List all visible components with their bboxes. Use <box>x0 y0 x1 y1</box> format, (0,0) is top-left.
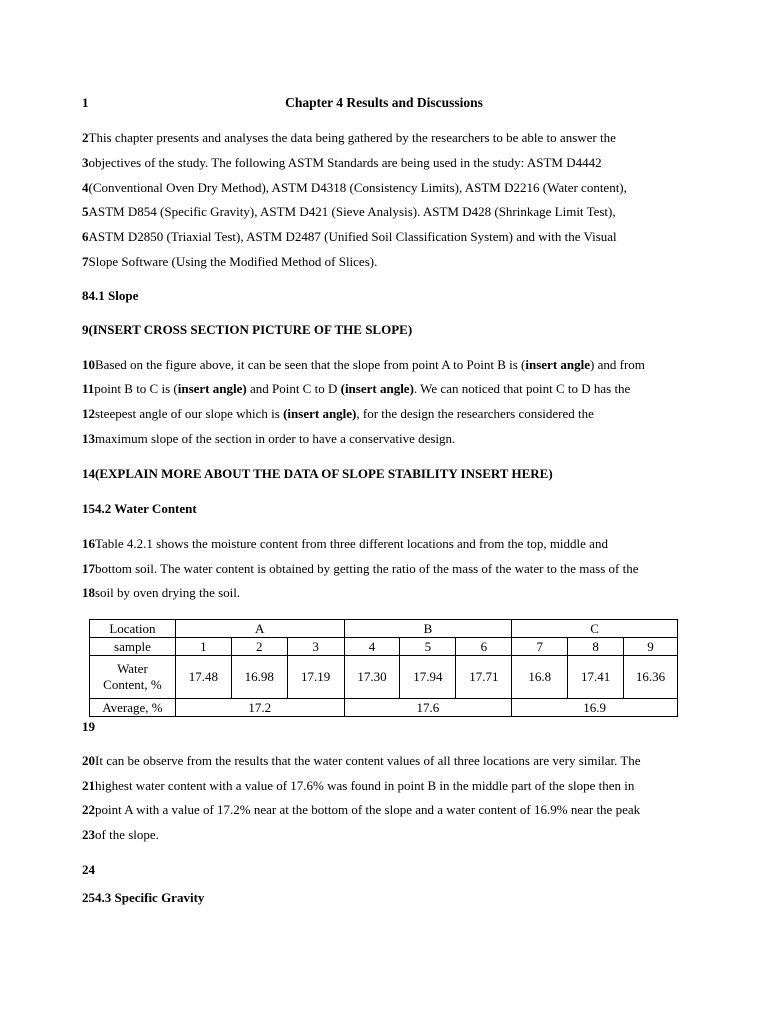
line-text: This chapter presents and analyses the data being gathered by the researchers to be able to answer the <box>88 130 616 145</box>
table-cell: 9 <box>624 638 678 656</box>
line-number: 10 <box>82 357 95 372</box>
line-number: 1 <box>82 95 89 110</box>
line-text: . We can noticed that point C to D has the <box>413 381 631 396</box>
table-row-average <box>90 699 678 717</box>
line-number: 17 <box>82 561 95 576</box>
table-cell: 16.9 <box>512 699 678 717</box>
table-header-cell: sample <box>90 638 176 656</box>
line-4 <box>82 180 682 196</box>
line-23 <box>82 827 682 843</box>
line-number: 8 <box>82 288 89 303</box>
table-row-water-content <box>90 656 678 699</box>
line-text: , for the design the researchers considered the <box>356 406 594 421</box>
line-text: objectives of the study. The following ASTM Standards are being used in the study: ASTM D4442 <box>88 155 602 170</box>
table-row-sample <box>90 638 678 656</box>
line-text: ASTM D854 (Specific Gravity), ASTM D421 (Sieve Analysis). ASTM D428 (Shrinkage Limit Test), <box>88 204 616 219</box>
placeholder-note: (INSERT CROSS SECTION PICTURE OF THE SLOPE) <box>88 322 413 337</box>
line-text: point B to C is ( <box>94 381 178 396</box>
line-18 <box>82 585 682 601</box>
line-text: highest water content with a value of 17.6% was found in point B in the middle part of the slope then in <box>95 778 635 793</box>
table-cell: 17.48 <box>175 656 231 699</box>
line-number: 14 <box>82 466 95 481</box>
line-9 <box>82 322 682 338</box>
line-2 <box>82 130 682 146</box>
chapter-title: Chapter 4 Results and Discussions <box>285 95 483 110</box>
line-text: ASTM D2850 (Triaxial Test), ASTM D2487 (Unified Soil Classification System) and with the Visual <box>88 229 617 244</box>
table-cell: 16.98 <box>231 656 287 699</box>
line-5 <box>82 204 682 220</box>
line-number: 19 <box>82 719 95 734</box>
line-text: Based on the figure above, it can be seen that the slope from point A to Point B is ( <box>95 357 526 372</box>
line-16 <box>82 536 682 552</box>
section-heading-specific-gravity: 4.3 Specific Gravity <box>95 890 205 905</box>
line-number: 2 <box>82 130 89 145</box>
table-cell: 17.71 <box>456 656 512 699</box>
line-number: 3 <box>82 155 89 170</box>
line-22 <box>82 802 682 818</box>
placeholder-note: (EXPLAIN MORE ABOUT THE DATA OF SLOPE STABILITY INSERT HERE) <box>95 466 553 481</box>
line-text: point A with a value of 17.2% near at the bottom of the slope and a water content of 16.9% near the peak <box>95 802 641 817</box>
line-number: 6 <box>82 229 89 244</box>
line-6 <box>82 229 682 245</box>
line-number: 7 <box>82 254 89 269</box>
row-label: Content, % <box>103 677 162 692</box>
line-11 <box>82 381 682 397</box>
table-cell: 8 <box>568 638 624 656</box>
line-19 <box>82 719 682 735</box>
table-cell: 5 <box>400 638 456 656</box>
line-number: 20 <box>82 753 95 768</box>
table-row-location <box>90 620 678 638</box>
line-number: 12 <box>82 406 95 421</box>
line-15 <box>82 501 682 517</box>
line-number: 24 <box>82 862 95 877</box>
line-12 <box>82 406 682 422</box>
line-number: 11 <box>82 381 95 396</box>
line-number: 21 <box>82 778 95 793</box>
table-cell: 3 <box>287 638 344 656</box>
line-20 <box>82 753 682 769</box>
table-cell: 17.94 <box>400 656 456 699</box>
line-text: steepest angle of our slope which is <box>95 406 284 421</box>
line-7 <box>82 254 682 270</box>
bold-text: insert angle) <box>177 381 247 396</box>
table-header-cell: C <box>512 620 678 638</box>
line-17 <box>82 561 682 577</box>
line-number: 18 <box>82 585 95 600</box>
table-cell: 4 <box>344 638 400 656</box>
line-14 <box>82 466 682 482</box>
line-13 <box>82 431 682 447</box>
line-3 <box>82 155 682 171</box>
line-number: 22 <box>82 802 95 817</box>
table-header-cell: B <box>344 620 512 638</box>
line-10 <box>82 357 682 373</box>
line-number: 25 <box>82 890 95 905</box>
table-cell: 17.6 <box>344 699 512 717</box>
line-number: 23 <box>82 827 95 842</box>
table-cell: 2 <box>231 638 287 656</box>
line-number: 5 <box>82 204 89 219</box>
table-cell: 16.36 <box>624 656 678 699</box>
line-number: 4 <box>82 180 89 195</box>
line-text: of the slope. <box>95 827 159 842</box>
table-cell: 17.2 <box>175 699 344 717</box>
section-heading-water-content: 4.2 Water Content <box>95 501 197 516</box>
line-21 <box>82 778 682 794</box>
line-text: and Point C to D <box>246 381 341 396</box>
table-cell: 17.19 <box>287 656 344 699</box>
line-text: (Conventional Oven Dry Method), ASTM D4318 (Consistency Limits), ASTM D2216 (Water content), <box>88 180 627 195</box>
line-number: 16 <box>82 536 95 551</box>
line-text: Table 4.2.1 shows the moisture content from three different locations and from the top, middle and <box>95 536 608 551</box>
table-header-cell: Location <box>90 620 176 638</box>
table-cell: 16.8 <box>512 656 568 699</box>
table-cell: 7 <box>512 638 568 656</box>
bold-text: (insert angle) <box>340 381 414 396</box>
line-number: 15 <box>82 501 95 516</box>
line-text: soil by oven drying the soil. <box>95 585 241 600</box>
line-number: 13 <box>82 431 95 446</box>
table-header-cell: Average, % <box>90 699 176 717</box>
line-8 <box>82 288 682 304</box>
water-content-table <box>89 619 678 717</box>
table-cell: 17.30 <box>344 656 400 699</box>
table-cell: 6 <box>456 638 512 656</box>
bold-text: insert angle <box>525 357 591 372</box>
line-24 <box>82 862 682 878</box>
bold-text: (insert angle) <box>283 406 357 421</box>
table-cell: 17.41 <box>568 656 624 699</box>
line-25 <box>82 890 682 906</box>
line-text: It can be observe from the results that the water content values of all three locations are very similar. The <box>95 753 641 768</box>
section-heading-slope: 4.1 Slope <box>88 288 139 303</box>
line-text: bottom soil. The water content is obtained by getting the ratio of the mass of the water to the mass of the <box>95 561 639 576</box>
line-number: 9 <box>82 322 89 337</box>
table-header-cell: A <box>175 620 344 638</box>
line-text: Slope Software (Using the Modified Method of Slices). <box>88 254 378 269</box>
line-text: maximum slope of the section in order to have a conservative design. <box>95 431 456 446</box>
table-cell: 1 <box>175 638 231 656</box>
table-header-cell <box>90 656 176 699</box>
row-label: Water <box>117 661 148 676</box>
line-text: ) and from <box>590 357 645 372</box>
